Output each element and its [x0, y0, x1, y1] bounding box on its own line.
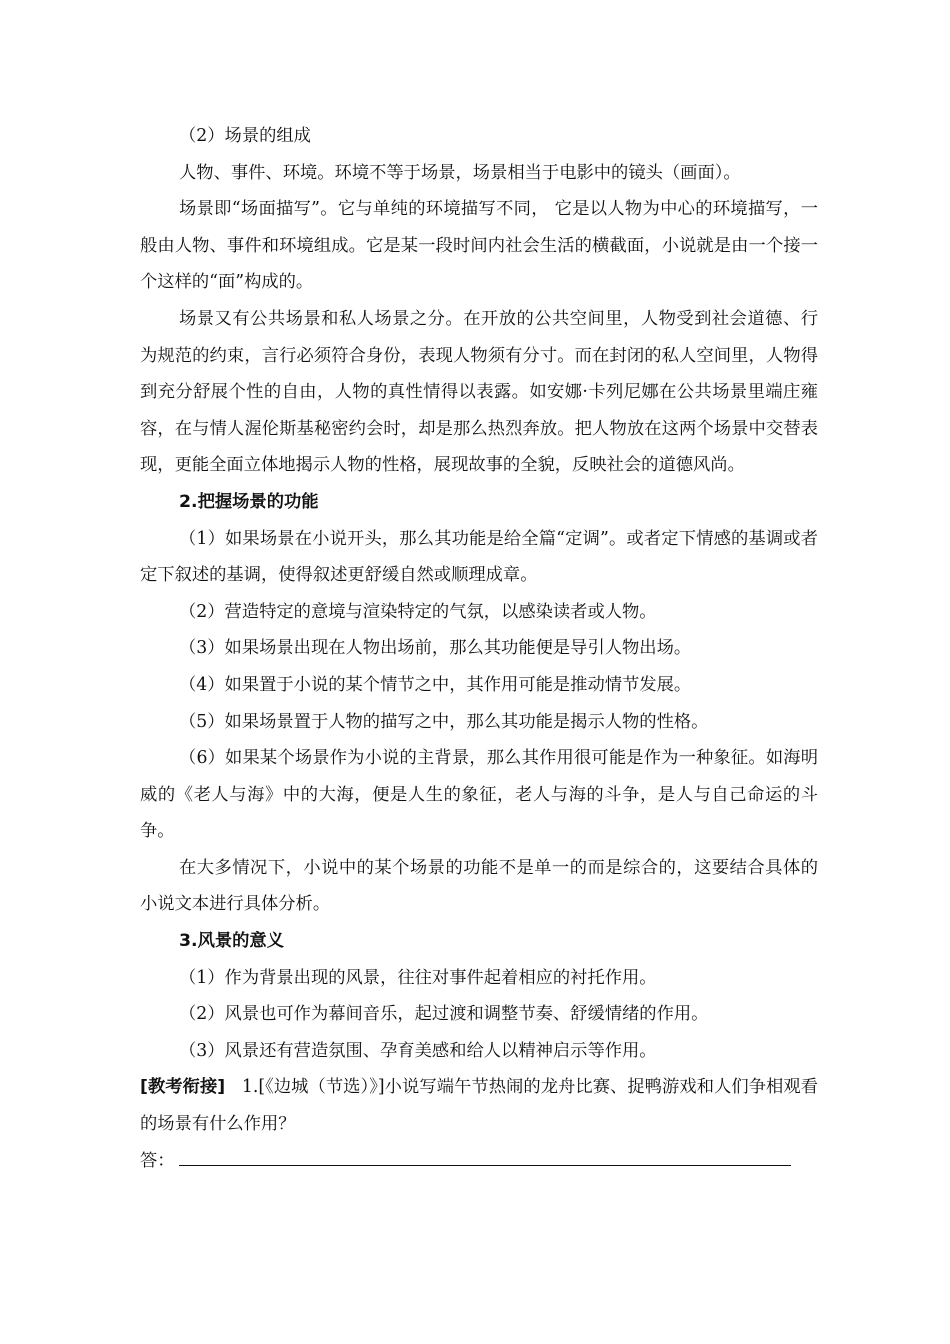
function-item-2: （2）营造特定的意境与渲染特定的气氛，以感染读者或人物。 [179, 601, 657, 622]
scenery-item-1: （1）作为背景出现的风景，往往对事件起着相应的衬托作用。 [179, 967, 657, 988]
paragraph-scene-elements: 人物、事件、环境。环境不等于场景，场景相当于电影中的镜头（画面）。 [179, 162, 741, 183]
function-item-4: （4）如果置于小说的某个情节之中，其作用可能是推动情节发展。 [179, 674, 692, 695]
question-text: 1.[《边城（节选）》]小说写端午节热闹的龙舟比赛、捉鸭游戏和人们争相观看的场景有什么作用？ [140, 1077, 819, 1135]
function-item-3: （3）如果场景出现在人物出场前，那么其功能便是导引人物出场。 [179, 638, 692, 659]
exam-question [140, 1069, 818, 1142]
document-body [140, 118, 818, 1179]
paragraph-public-private-scenes: 场景又有公共场景和私人场景之分。在开放的公共空间里，人物受到社会道德、行为规范的约束，言行必须符合身份，表现人物须有分寸。而在封闭的私人空间里，人物得到充分舒展个性的自由，人物的真性情得以表露。如安娜·卡列尼娜在公共场景里端庄雍容，在与情人渥伦斯基秘密约会时，却是那么热烈奔放。把人物放在这两个场景中交替表现，更能全面立体地揭示人物的性格，展现故事的全貌，反映社会的道德风尚。 [140, 308, 818, 476]
answer-label: 答： [140, 1150, 175, 1171]
question-tag: [教考衔接] [140, 1077, 226, 1098]
paragraph-scene-definition: 场景即“场面描写”。它与单纯的环境描写不同， 它是以人物为中心的环境描写，一般由人物、事件和环境组成。它是某一段时间内社会生活的横截面，小说就是由一个接一个这样的“面”构成的。 [140, 199, 818, 293]
function-item-1: （1）如果场景在小说开头，那么其功能是给全篇“定调”。或者定下情感的基调或者定下叙述的基调，使得叙述更舒缓自然或顺理成章。 [140, 528, 818, 586]
scenery-item-3: （3）风景还有营造氛围、孕育美感和给人以精神启示等作用。 [179, 1040, 657, 1061]
paragraph-functions-summary: 在大多情况下，小说中的某个场景的功能不是单一的而是综合的，这要结合具体的小说文本进行具体分析。 [140, 857, 818, 915]
heading-scene-functions: 2.把握场景的功能 [179, 491, 319, 512]
subheading-scene-composition: （2）场景的组成 [179, 126, 311, 146]
answer-row [140, 1143, 818, 1180]
heading-scenery-meaning: 3.风景的意义 [179, 931, 284, 952]
scenery-item-2: （2）风景也可作为幕间音乐，起过渡和调整节奏、舒缓情绪的作用。 [179, 1004, 709, 1025]
function-item-6: （6）如果某个场景作为小说的主背景，那么其作用很可能是作为一种象征。如海明威的《老人与海》中的大海，便是人生的象征，老人与海的斗争，是人与自己命运的斗争。 [140, 748, 818, 842]
function-item-5: （5）如果场景置于人物的描写之中，那么其功能是揭示人物的性格。 [179, 711, 709, 732]
answer-blank-line[interactable] [179, 1145, 791, 1166]
